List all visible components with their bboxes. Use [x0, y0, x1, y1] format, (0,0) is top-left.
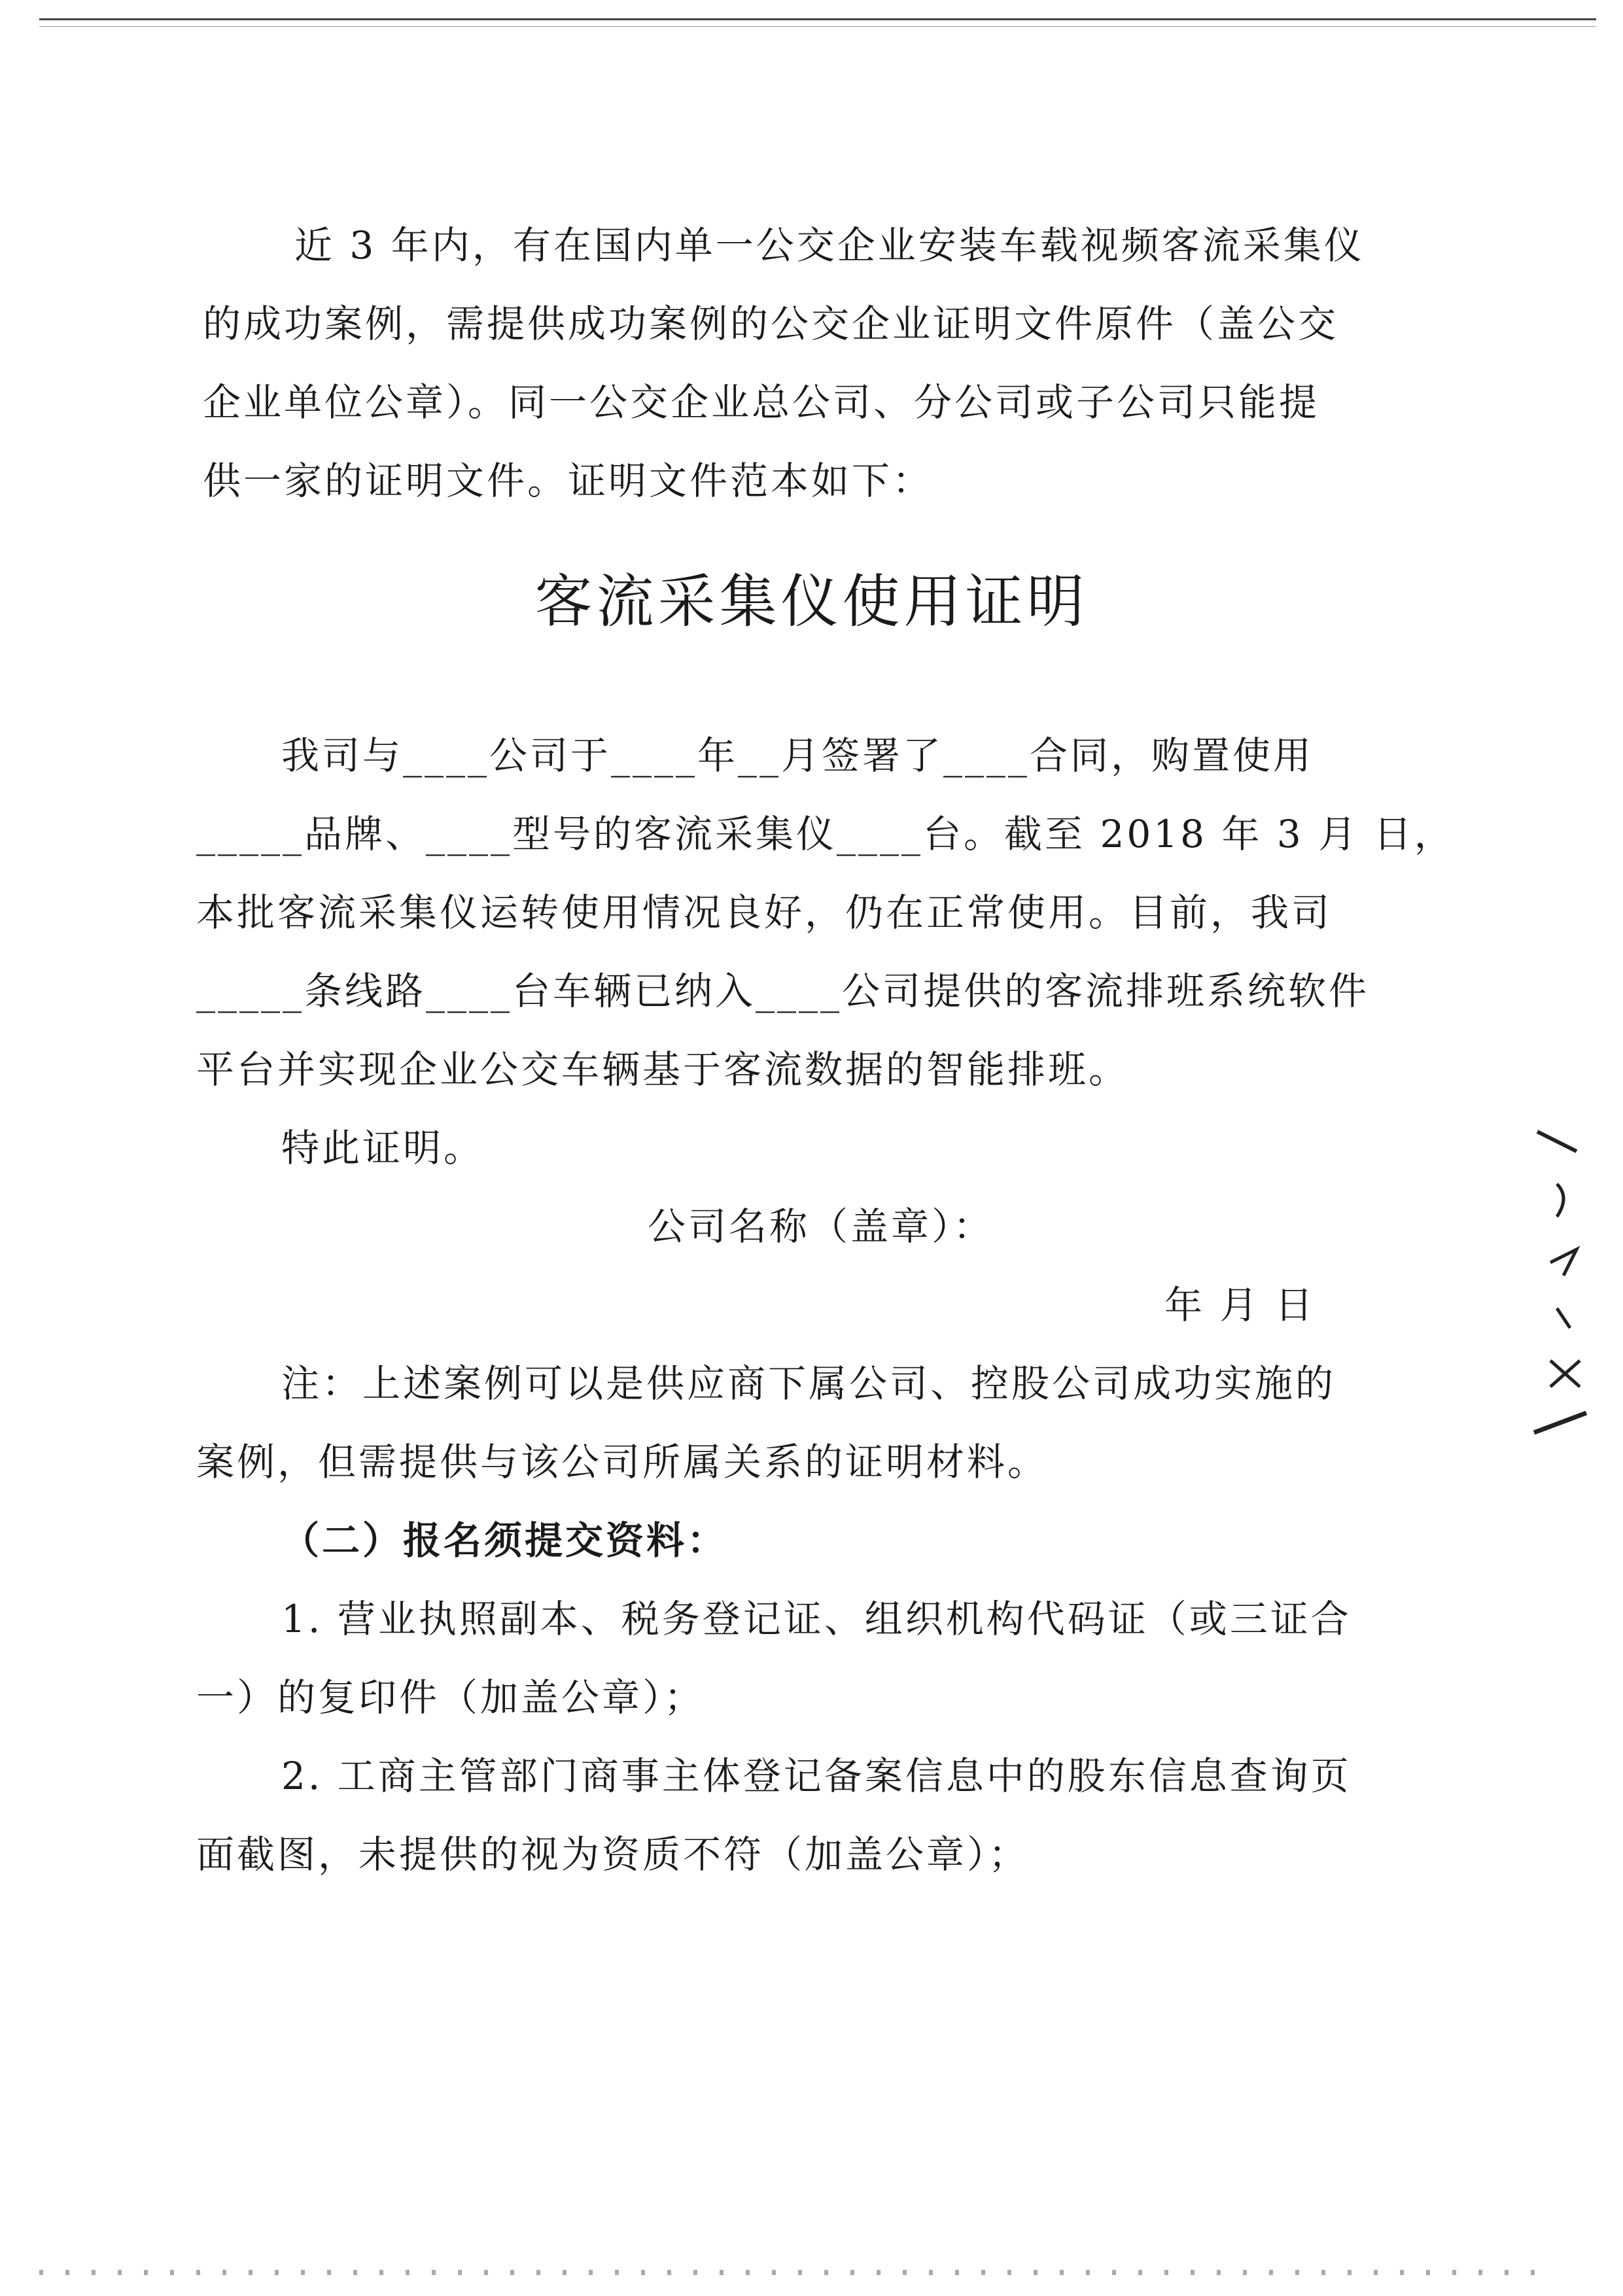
para1-line4: 供一家的证明文件。证明文件范本如下：	[203, 459, 934, 503]
date-line: 年 月 日	[1164, 1283, 1316, 1327]
margin-handwriting-mark	[1531, 1125, 1596, 1439]
certificate-title: 客流采集仪使用证明	[534, 568, 1089, 635]
item1-line2: 一）的复印件（加盖公章）；	[196, 1675, 705, 1720]
item2-line1: 2. 工商主管部门商事主体登记备案信息中的股东信息查询页	[281, 1754, 1352, 1798]
company-name-seal: 公司名称（盖章）：	[648, 1204, 994, 1249]
para1-line1: 近 3 年内，有在国内单一公交企业安装车载视频客流采集仪	[294, 223, 1365, 268]
item2-line2: 面截图，未提供的视为资质不符（加盖公章）；	[196, 1832, 1030, 1877]
cert-line2: _____品牌、____型号的客流采集仪____台。截至 2018 年 3 月 日，	[196, 812, 1455, 856]
cert-line6: 特此证明。	[281, 1126, 485, 1170]
item1-line1: 1. 营业执照副本、税务登记证、组织机构代码证（或三证合	[281, 1597, 1352, 1641]
para1-line2: 的成功案例，需提供成功案例的公交企业证明文件原件（盖公交	[203, 302, 1339, 346]
note-line2: 案例，但需提供与该公司所属关系的证明材料。	[196, 1440, 1049, 1484]
cert-line3: 本批客流采集仪运转使用情况良好，仍在正常使用。目前，我司	[196, 890, 1333, 935]
cert-line1: 我司与____公司于____年__月签署了____合同，购置使用	[281, 733, 1314, 778]
top-rule	[39, 18, 1596, 20]
para1-line3: 企业单位公章）。同一公交企业总公司、分公司或子公司只能提	[203, 380, 1320, 425]
top-rule-thin	[39, 26, 1596, 27]
cert-line5: 平台并实现企业公交车辆基于客流数据的智能排班。	[196, 1047, 1130, 1092]
section-2-heading: （二）报名须提交资料：	[281, 1518, 728, 1563]
scan-artifact-dots	[39, 2270, 1544, 2275]
cert-line4: _____条线路____台车辆已纳入____公司提供的客流排班系统软件	[196, 969, 1370, 1013]
note-line1: 注：上述案例可以是供应商下属公司、控股公司成功实施的	[281, 1361, 1336, 1406]
